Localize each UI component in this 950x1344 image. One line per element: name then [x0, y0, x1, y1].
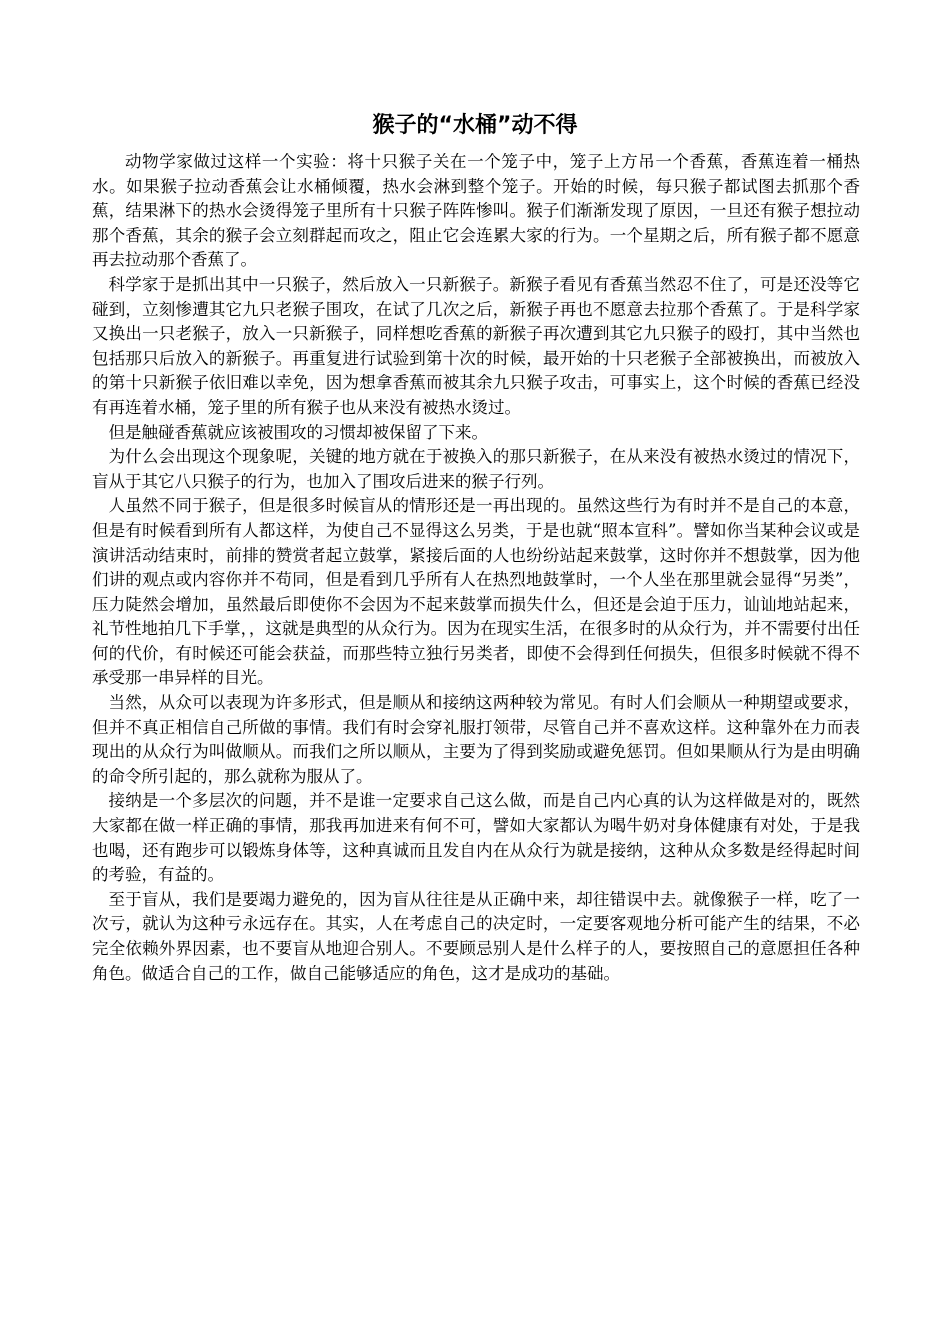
paragraph-habit: 但是触碰香蕉就应该被围攻的习惯却被保留了下来。 [108, 422, 488, 442]
paragraph-new-monkey: 科学家于是抓出其中一只猴子，然后放入一只新猴子。新猴子看见有香蕉当然忍不住了，可是还没等它碰到，立刻惨遭其它九只老猴子围攻，在试了几次之后，新猴子再也不愿意去拉那个香蕉了。于是科学家又换出一只老猴子，放入一只新猴子，同样想吃香蕉的新猴子再次遭到其它九只猴子的殴打，其中当然也包括那只后放入的新猴子。再重复进行试验到第十次的时候，最开始的十只老猴子全部被换出，而被放入的第十只新猴子依旧难以幸免，因为想拿香蕉而被其余九只猴子攻击，可事实上，这个时候的香蕉已经没有再连着水桶，笼子里的所有猴子也从来没有被热水烫过。 [92, 274, 860, 417]
paragraph-human-conformity: 人虽然不同于猴子，但是很多时候盲从的情形还是一再出现的。虽然这些行为有时并不是自己的本意，但是有时候看到所有人都这样，为使自己不显得这么另类，于是也就“照本宣科”。譬如你当某种会议或是演讲活动结束时，前排的赞赏者起立鼓掌，紧接后面的人也纷纷站起来鼓掌，这时你并不想鼓掌，因为他们讲的观点或内容你并不苟同，但是看到几乎所有人在热烈地鼓掌时，一个人坐在那里就会显得“另类”，压力陡然会增加，虽然最后即使你不会因为不起来鼓掌而损失什么，但还是会迫于压力，讪讪地站起来，礼节性地拍几下手掌，，这就是典型的从众行为。因为在现实生活，在很多时的从众行为，并不需要付出任何的代价，有时候还可能会获益，而那些特立独行另类者，即使不会得到任何损失，但很多时候就不得不承受那一串异样的目光。 [92, 496, 860, 688]
paragraph-acceptance: 接纳是一个多层次的问题，并不是谁一定要求自己这么做，而是自己内心真的认为这样做是对的，既然大家都在做一样正确的事情，那我再加进来有何不可，譬如大家都认为喝牛奶对身体健康有对处，于是我也喝，还有跑步可以锻炼身体等，这种真诚而且发自内在从众行为就是接纳，这种从众多数是经得起时间的考验，有益的。 [92, 791, 860, 885]
paragraph-reason: 为什么会出现这个现象呢，关键的地方就在于被换入的那只新猴子，在从来没有被热水烫过的情况下，盲从于其它八只猴子的行为，也加入了围攻后进来的猴子行列。 [92, 447, 860, 491]
paragraph-blind-following: 至于盲从，我们是要竭力避免的，因为盲从往往是从正确中来，却往错误中去。就像猴子一样，吃了一次亏，就认为这种亏永远存在。其实，人在考虑自己的决定时，一定要客观地分析可能产生的结果，不必完全依赖外界因素，也不要盲从地迎合别人。不要顾忌别人是什么样子的人，要按照自己的意愿担任各种角色。做适合自己的工作，做自己能够适应的角色，这才是成功的基础。 [92, 889, 860, 983]
document-title: 猴子的“水桶”动不得 [372, 113, 578, 138]
document-body [92, 150, 860, 986]
paragraph-compliance: 当然，从众可以表现为许多形式，但是顺从和接纳这两种较为常见。有时人们会顺从一种期望或要求，但并不真正相信自己所做的事情。我们有时会穿礼服打领带，尽管自己并不喜欢这样。这种靠外在力而表现出的从众行为叫做顺从。而我们之所以顺从，主要为了得到奖励或避免惩罚。但如果顺从行为是由明确的命令所引起的，那么就称为服从了。 [92, 693, 860, 786]
paragraph-experiment: 动物学家做过这样一个实验：将十只猴子关在一个笼子中，笼子上方吊一个香蕉，香蕉连着一桶热水。如果猴子拉动香蕉会让水桶倾覆，热水会淋到整个笼子。开始的时候，每只猴子都试图去抓那个香蕉，结果淋下的热水会烫得笼子里所有十只猴子阵阵惨叫。猴子们渐渐发现了原因，一旦还有猴子想拉动那个香蕉，其余的猴子会立刻群起而攻之，阻止它会连累大家的行为。一个星期之后，所有猴子都不愿意再去拉动那个香蕉了。 [92, 152, 860, 270]
